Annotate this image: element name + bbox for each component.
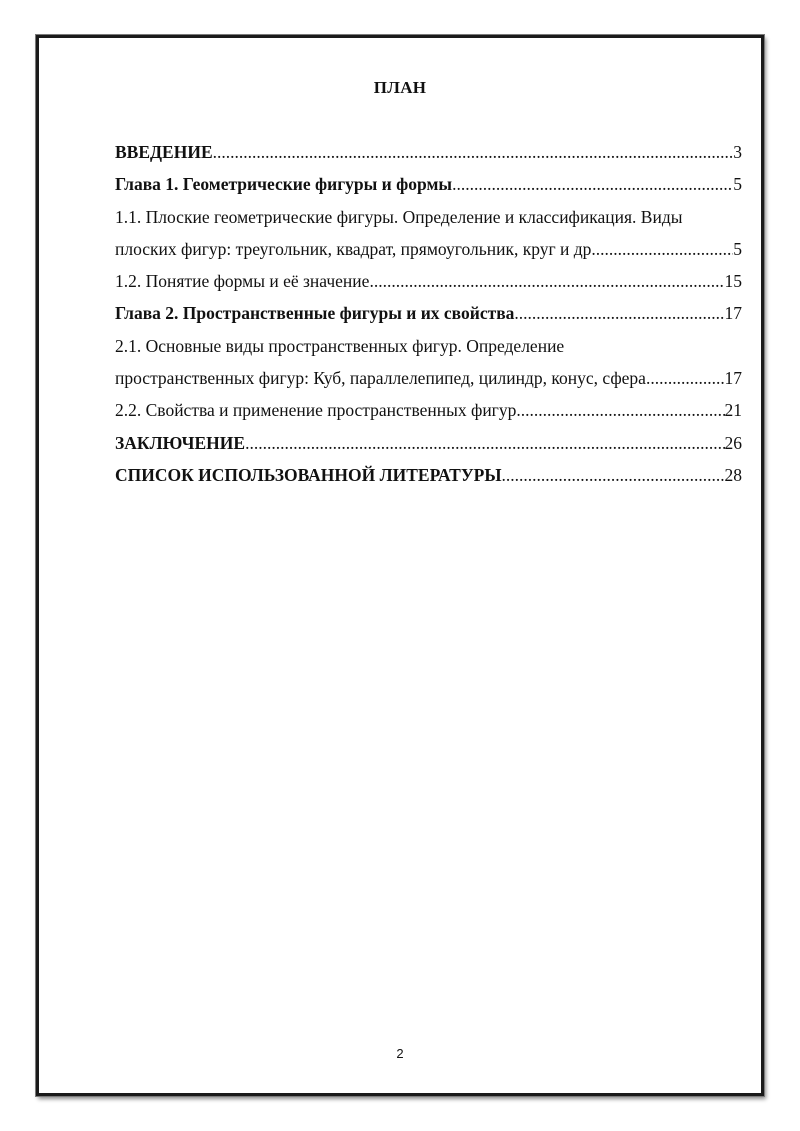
toc-entry-text: ВВЕДЕНИЕ [115,142,213,162]
toc-entry-section-2-1-line2[interactable] [115,362,742,394]
toc-leader-dots [452,168,733,200]
toc-leader-dots [502,459,725,491]
toc-entry-text: плоских фигур: треугольник, квадрат, прямоугольник, круг и др [115,238,592,259]
toc-entry-chapter-2[interactable] [115,297,742,329]
toc-entry-text: 2.1. Основные виды пространственных фигур. Определение [115,335,565,356]
toc-entry-page: 17 [724,368,742,389]
toc-entry-page: 5 [733,174,742,195]
table-of-contents [115,136,742,491]
toc-entry-text: пространственных фигур: Куб, параллелепипед, цилиндр, конус, сфера [115,368,646,389]
toc-entry-section-2-1-line1[interactable] [115,330,742,362]
toc-entry-text: ЗАКЛЮЧЕНИЕ [115,432,246,453]
page-number: 2 [396,1046,404,1061]
page-title: ПЛАН [373,78,427,97]
toc-leader-dots [514,297,724,329]
toc-entry-text: 1.1. Плоские геометрические фигуры. Определение и классификация. Виды [115,206,683,227]
toc-entry-section-1-1-line1[interactable] [115,201,742,233]
toc-entry-page: 17 [724,303,742,324]
toc-entry-page: 28 [724,464,742,485]
toc-entry-page: 15 [724,271,742,292]
toc-entry-references[interactable] [115,459,742,491]
toc-entry-introduction[interactable] [115,136,742,168]
toc-leader-dots [245,427,724,459]
toc-leader-dots [591,233,733,265]
toc-entry-text: Глава 2. Пространственные фигуры и их свойства [115,303,515,324]
toc-entry-section-1-1-line2[interactable] [115,233,742,265]
toc-entry-text: 2.2. Свойства и применение пространственных фигур [115,400,517,421]
toc-entry-page: 21 [724,400,742,421]
toc-leader-dots [369,265,724,297]
toc-entry-conclusion[interactable] [115,427,742,459]
toc-entry-section-1-2[interactable] [115,265,742,297]
toc-entry-text: СПИСОК ИСПОЛЬЗОВАННОЙ ЛИТЕРАТУРЫ [115,464,502,485]
toc-entry-page: 5 [733,238,742,259]
toc-entry-text: 1.2. Понятие формы и её значение [115,271,370,292]
toc-leader-dots [646,362,725,394]
toc-leader-dots [213,136,734,168]
toc-entry-section-2-2[interactable] [115,394,742,426]
toc-entry-page: 26 [724,432,742,453]
toc-entry-page: 3 [733,142,742,162]
toc-leader-dots [516,394,724,426]
toc-entry-chapter-1[interactable] [115,168,742,200]
toc-entry-text: Глава 1. Геометрические фигуры и формы [115,174,453,195]
